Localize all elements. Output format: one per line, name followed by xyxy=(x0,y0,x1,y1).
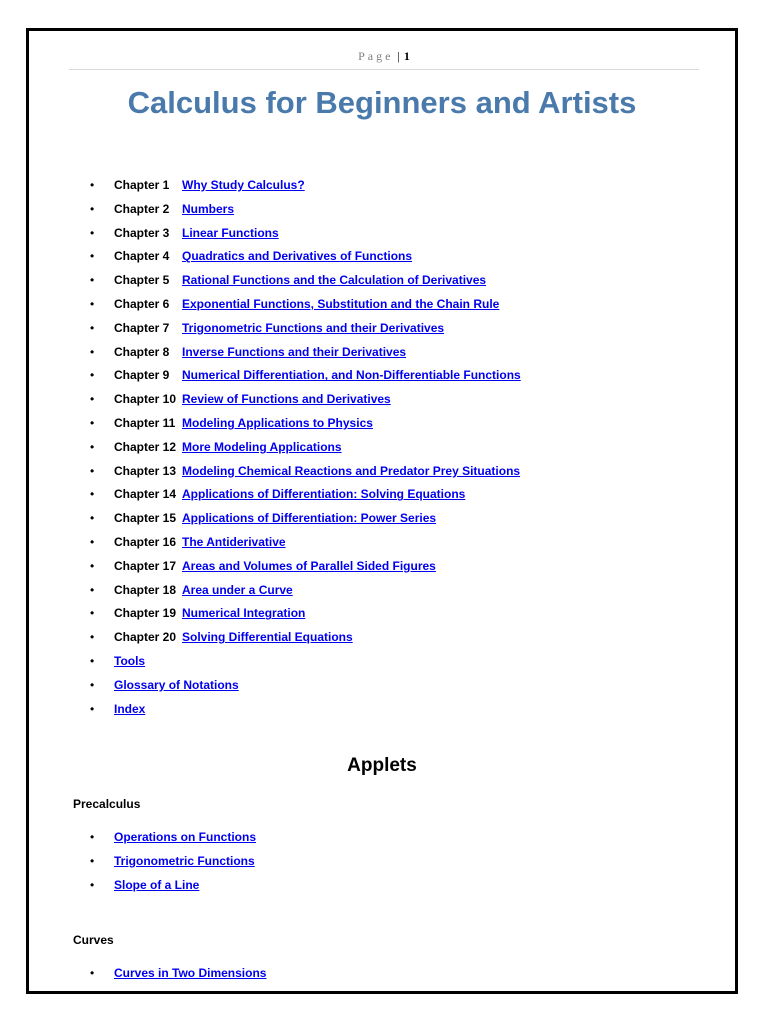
bullet-icon: • xyxy=(90,653,95,668)
chapter-number: Chapter 17 xyxy=(114,558,177,573)
chapter-number: Chapter 15 xyxy=(114,511,177,526)
page-frame xyxy=(26,28,738,994)
chapter-number: Chapter 3 xyxy=(114,225,170,240)
bullet-icon: • xyxy=(90,273,95,288)
chapter-number: Chapter 20 xyxy=(114,630,177,645)
precalculus-heading: Precalculus xyxy=(73,797,141,811)
bullet-icon: • xyxy=(90,558,95,573)
chapter-link[interactable]: Linear Functions xyxy=(182,225,279,240)
chapter-link[interactable]: Modeling Chemical Reactions and Predator Prey Situations xyxy=(182,463,521,478)
toc-item xyxy=(90,626,521,650)
toc-item xyxy=(90,436,521,460)
chapter-number: Chapter 18 xyxy=(114,582,177,597)
list-item xyxy=(90,825,256,849)
bullet-icon: • xyxy=(90,249,95,264)
chapter-number: Chapter 7 xyxy=(114,320,170,335)
toc-item xyxy=(90,198,521,222)
chapter-link[interactable]: Area under a Curve xyxy=(182,582,293,597)
chapter-link[interactable]: Review of Functions and Derivatives xyxy=(182,392,391,407)
list-item xyxy=(90,961,266,985)
bullet-icon: • xyxy=(90,854,95,868)
chapter-number: Chapter 10 xyxy=(114,392,177,407)
bullet-icon: • xyxy=(90,201,95,216)
applet-link[interactable]: Curves in Two Dimensions xyxy=(114,966,267,980)
chapter-link[interactable]: Numbers xyxy=(182,201,235,216)
chapter-number: Chapter 16 xyxy=(114,534,177,549)
page-number: 1 xyxy=(403,49,410,63)
chapter-link[interactable]: Solving Differential Equations xyxy=(182,630,353,645)
bullet-icon: • xyxy=(90,296,95,311)
toc-item xyxy=(90,602,521,626)
curves-list xyxy=(90,961,266,985)
chapter-link[interactable]: Modeling Applications to Physics xyxy=(182,415,373,430)
toc-item xyxy=(90,460,521,484)
tools-link[interactable]: Tools xyxy=(114,653,146,668)
toc-item xyxy=(90,650,521,674)
bullet-icon: • xyxy=(90,966,95,980)
chapter-link[interactable]: Applications of Differentiation: Power Series xyxy=(182,511,437,526)
chapter-link[interactable]: Numerical Integration xyxy=(182,606,306,621)
applets-heading: Applets xyxy=(347,755,417,776)
index-link[interactable]: Index xyxy=(114,701,146,716)
bullet-icon: • xyxy=(90,320,95,335)
chapter-link[interactable]: The Antiderivative xyxy=(182,534,286,549)
chapter-number: Chapter 9 xyxy=(114,368,170,383)
toc-item xyxy=(90,293,521,317)
chapter-link[interactable]: Quadratics and Derivatives of Functions xyxy=(182,249,413,264)
chapter-link[interactable]: Areas and Volumes of Parallel Sided Figures xyxy=(182,558,436,573)
chapter-number: Chapter 12 xyxy=(114,439,177,454)
chapter-link[interactable]: Exponential Functions, Substitution and the Chain Rule xyxy=(182,296,500,311)
list-item xyxy=(90,849,256,873)
glossary-link[interactable]: Glossary of Notations xyxy=(114,677,239,692)
page-header xyxy=(69,49,699,70)
bullet-icon: • xyxy=(90,630,95,645)
chapter-number: Chapter 1 xyxy=(114,178,170,192)
list-item xyxy=(90,873,256,897)
bullet-icon: • xyxy=(90,225,95,240)
bullet-icon: • xyxy=(90,392,95,407)
chapter-number: Chapter 19 xyxy=(114,606,177,621)
toc-item xyxy=(90,531,521,555)
page-separator: | xyxy=(397,49,400,63)
toc-item xyxy=(90,555,521,579)
toc-item xyxy=(90,269,521,293)
toc-item xyxy=(90,341,521,365)
chapter-link[interactable]: Applications of Differentiation: Solving Equations xyxy=(182,487,466,502)
toc-item xyxy=(90,698,521,722)
chapter-number: Chapter 6 xyxy=(114,296,170,311)
applet-link[interactable]: Slope of a Line xyxy=(114,878,200,892)
curves-heading: Curves xyxy=(73,933,114,947)
bullet-icon: • xyxy=(90,487,95,502)
toc-item xyxy=(90,174,521,198)
toc-item xyxy=(90,579,521,603)
bullet-icon: • xyxy=(90,701,95,716)
chapter-link[interactable]: Why Study Calculus? xyxy=(182,178,305,192)
bullet-icon: • xyxy=(90,582,95,597)
bullet-icon: • xyxy=(90,344,95,359)
document-title: Calculus for Beginners and Artists xyxy=(127,85,637,120)
toc-item xyxy=(90,412,521,436)
chapter-number: Chapter 5 xyxy=(114,273,170,288)
bullet-icon: • xyxy=(90,830,95,844)
bullet-icon: • xyxy=(90,178,95,192)
chapter-link[interactable]: Numerical Differentiation, and Non-Differentiable Functions xyxy=(182,368,521,383)
page-label: Page xyxy=(358,49,394,63)
chapter-number: Chapter 14 xyxy=(114,487,177,502)
toc-item xyxy=(90,674,521,698)
bullet-icon: • xyxy=(90,534,95,549)
chapter-link[interactable]: Trigonometric Functions and their Derivatives xyxy=(182,320,445,335)
applet-link[interactable]: Trigonometric Functions xyxy=(114,854,255,868)
toc-item xyxy=(90,507,521,531)
bullet-icon: • xyxy=(90,511,95,526)
bullet-icon: • xyxy=(90,677,95,692)
chapter-number: Chapter 11 xyxy=(114,415,176,430)
chapter-number: Chapter 13 xyxy=(114,463,177,478)
toc-item xyxy=(90,222,521,246)
chapter-link[interactable]: Inverse Functions and their Derivatives xyxy=(182,344,407,359)
toc-item xyxy=(90,388,521,412)
bullet-icon: • xyxy=(90,463,95,478)
chapter-link[interactable]: More Modeling Applications xyxy=(182,439,342,454)
bullet-icon: • xyxy=(90,368,95,383)
chapter-number: Chapter 8 xyxy=(114,344,170,359)
bullet-icon: • xyxy=(90,606,95,621)
bullet-icon: • xyxy=(90,415,95,430)
table-of-contents xyxy=(90,174,521,721)
toc-item xyxy=(90,245,521,269)
bullet-icon: • xyxy=(90,878,95,892)
bullet-icon: • xyxy=(90,439,95,454)
precalculus-list xyxy=(90,825,256,897)
toc-item xyxy=(90,483,521,507)
toc-item xyxy=(90,317,521,341)
toc-item xyxy=(90,364,521,388)
chapter-number: Chapter 2 xyxy=(114,201,170,216)
chapter-number: Chapter 4 xyxy=(114,249,170,264)
chapter-link[interactable]: Rational Functions and the Calculation of Derivatives xyxy=(182,273,487,288)
applet-link[interactable]: Operations on Functions xyxy=(114,830,257,844)
